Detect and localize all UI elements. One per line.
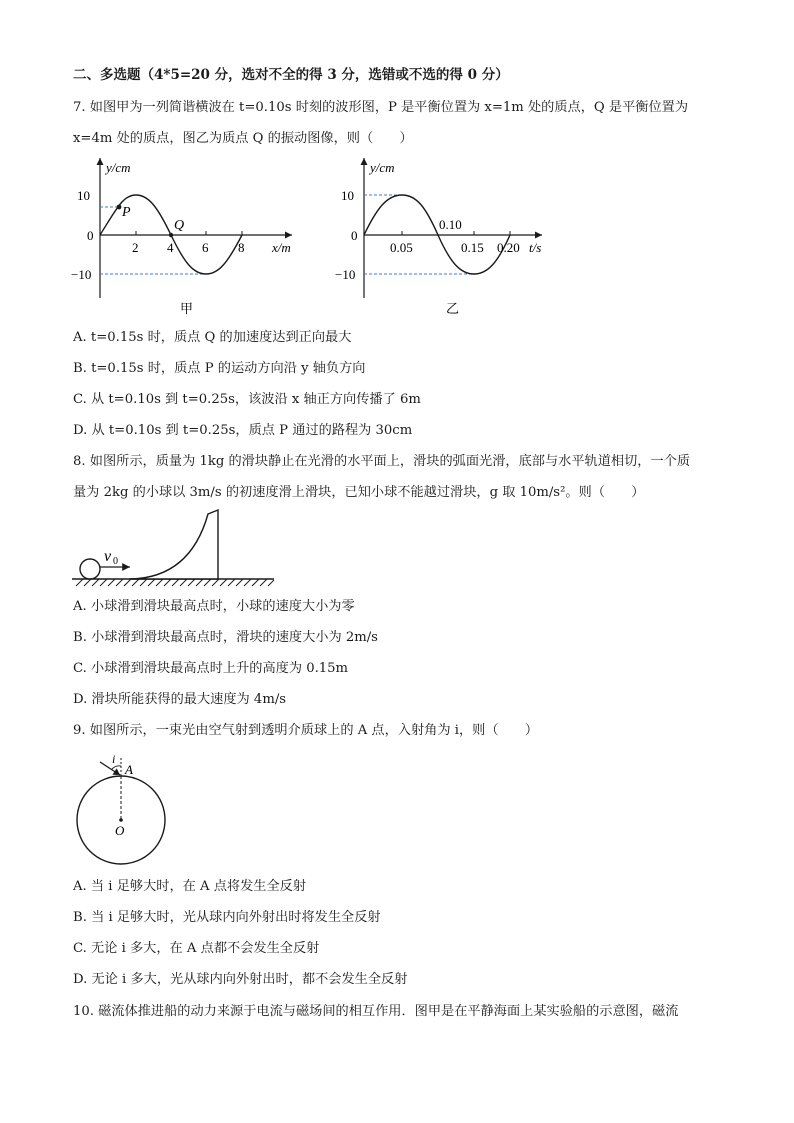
- y-tick-0: 0: [87, 228, 94, 243]
- angle-i-label: i: [112, 752, 116, 766]
- x-tick-4: 4: [167, 240, 174, 255]
- y-tick-0: 0: [351, 228, 358, 243]
- incident-ray: [100, 762, 120, 775]
- velocity-subscript: 0: [113, 556, 118, 567]
- ball: [80, 559, 100, 579]
- y-axis-label: y/cm: [370, 160, 395, 175]
- t-tick-015: 0.15: [461, 240, 484, 255]
- y-tick-10: 10: [77, 188, 90, 203]
- q10-stem-line1: 10. 磁流体推进船的动力来源于电流与磁场间的相互作用．图甲是在平静海面上某实验船的示意图，磁流: [73, 1004, 679, 1019]
- point-p-label: P: [122, 205, 131, 220]
- x-tick-2: 2: [132, 240, 139, 255]
- q9-sphere-diagram: [70, 750, 180, 870]
- q9-option-a[interactable]: A. 当 i 足够大时，在 A 点将发生全反射: [73, 879, 307, 894]
- q9-option-c[interactable]: C. 无论 i 多大，在 A 点都不会发生全反射: [73, 941, 320, 956]
- q8-option-a[interactable]: A. 小球滑到滑块最高点时，小球的速度大小为零: [73, 599, 355, 614]
- q9-option-d[interactable]: D. 无论 i 多大，光从球内向外射出时，都不会发生全反射: [73, 972, 408, 987]
- point-p-dot: [117, 205, 122, 210]
- q8-slider-diagram: [70, 506, 280, 592]
- q8-option-c[interactable]: C. 小球滑到滑块最高点时上升的高度为 0.15m: [73, 661, 349, 676]
- y-tick-neg10: −10: [71, 267, 92, 282]
- x-axis-label: x/m: [272, 240, 291, 255]
- q8-stem-line1: 8. 如图所示，质量为 1kg 的滑块静止在光滑的水平面上，滑块的弧面光滑，底部与水平轨道相切，一个质: [73, 454, 691, 469]
- y-axis-label: y/cm: [106, 160, 131, 175]
- q7-vibration-graph-yi: [330, 152, 550, 322]
- section-title: 二、多选题（4*5=20 分，选对不全的得 3 分，选错或不选的得 0 分）: [73, 67, 509, 83]
- ground-hatching: [76, 579, 274, 586]
- point-q-dot: [169, 233, 173, 237]
- q8-option-d[interactable]: D. 滑块所能获得的最大速度为 4m/s: [73, 692, 287, 707]
- q7-wave-graph-jia: [60, 152, 310, 322]
- q7-stem-line1: 7. 如图甲为一列简谐横波在 t=0.10s 时刻的波形图，P 是平衡位置为 x=1m 处的质点，Q 是平衡位置为: [73, 100, 689, 115]
- q7-option-c[interactable]: C. 从 t=0.10s 到 t=0.25s，该波沿 x 轴正方向传播了 6m: [73, 392, 421, 407]
- q7-option-d[interactable]: D. 从 t=0.10s 到 t=0.25s，质点 P 通过的路程为 30cm: [73, 423, 413, 438]
- y-tick-neg10: −10: [335, 267, 356, 282]
- t-axis-label: t/s: [529, 240, 542, 255]
- point-a-label: A: [125, 762, 133, 777]
- q9-option-b[interactable]: B. 当 i 足够大时，光从球内向外射出时将发生全反射: [73, 910, 381, 925]
- point-q-label: Q: [174, 218, 185, 233]
- x-tick-6: 6: [202, 240, 209, 255]
- x-tick-8: 8: [238, 240, 245, 255]
- caption-yi: 乙: [446, 301, 460, 316]
- center-dot: [119, 818, 123, 822]
- slider-block: [130, 510, 218, 579]
- q8-stem-line2: 量为 2kg 的小球以 3m/s 的初速度滑上滑块，已知小球不能越过滑块，g 取 10m/s²。则（ ）: [73, 485, 645, 500]
- t-tick-010: 0.10: [439, 217, 462, 232]
- caption-jia: 甲: [180, 301, 194, 316]
- center-o-label: O: [115, 823, 125, 838]
- angle-arc: [112, 766, 121, 769]
- q8-option-b[interactable]: B. 小球滑到滑块最高点时，滑块的速度大小为 2m/s: [73, 630, 378, 645]
- q9-stem: 9. 如图所示，一束光由空气射到透明介质球上的 A 点，入射角为 i，则（ ）: [73, 723, 539, 738]
- q7-option-a[interactable]: A. t=0.15s 时，质点 Q 的加速度达到正向最大: [73, 330, 352, 345]
- t-tick-005: 0.05: [390, 240, 413, 255]
- velocity-label: v: [104, 548, 112, 565]
- y-tick-10: 10: [341, 188, 354, 203]
- t-tick-020: 0.20: [497, 240, 520, 255]
- q7-stem-line2: x=4m 处的质点，图乙为质点 Q 的振动图像，则（ ）: [73, 131, 413, 146]
- q7-option-b[interactable]: B. t=0.15s 时，质点 P 的运动方向沿 y 轴负方向: [73, 361, 366, 376]
